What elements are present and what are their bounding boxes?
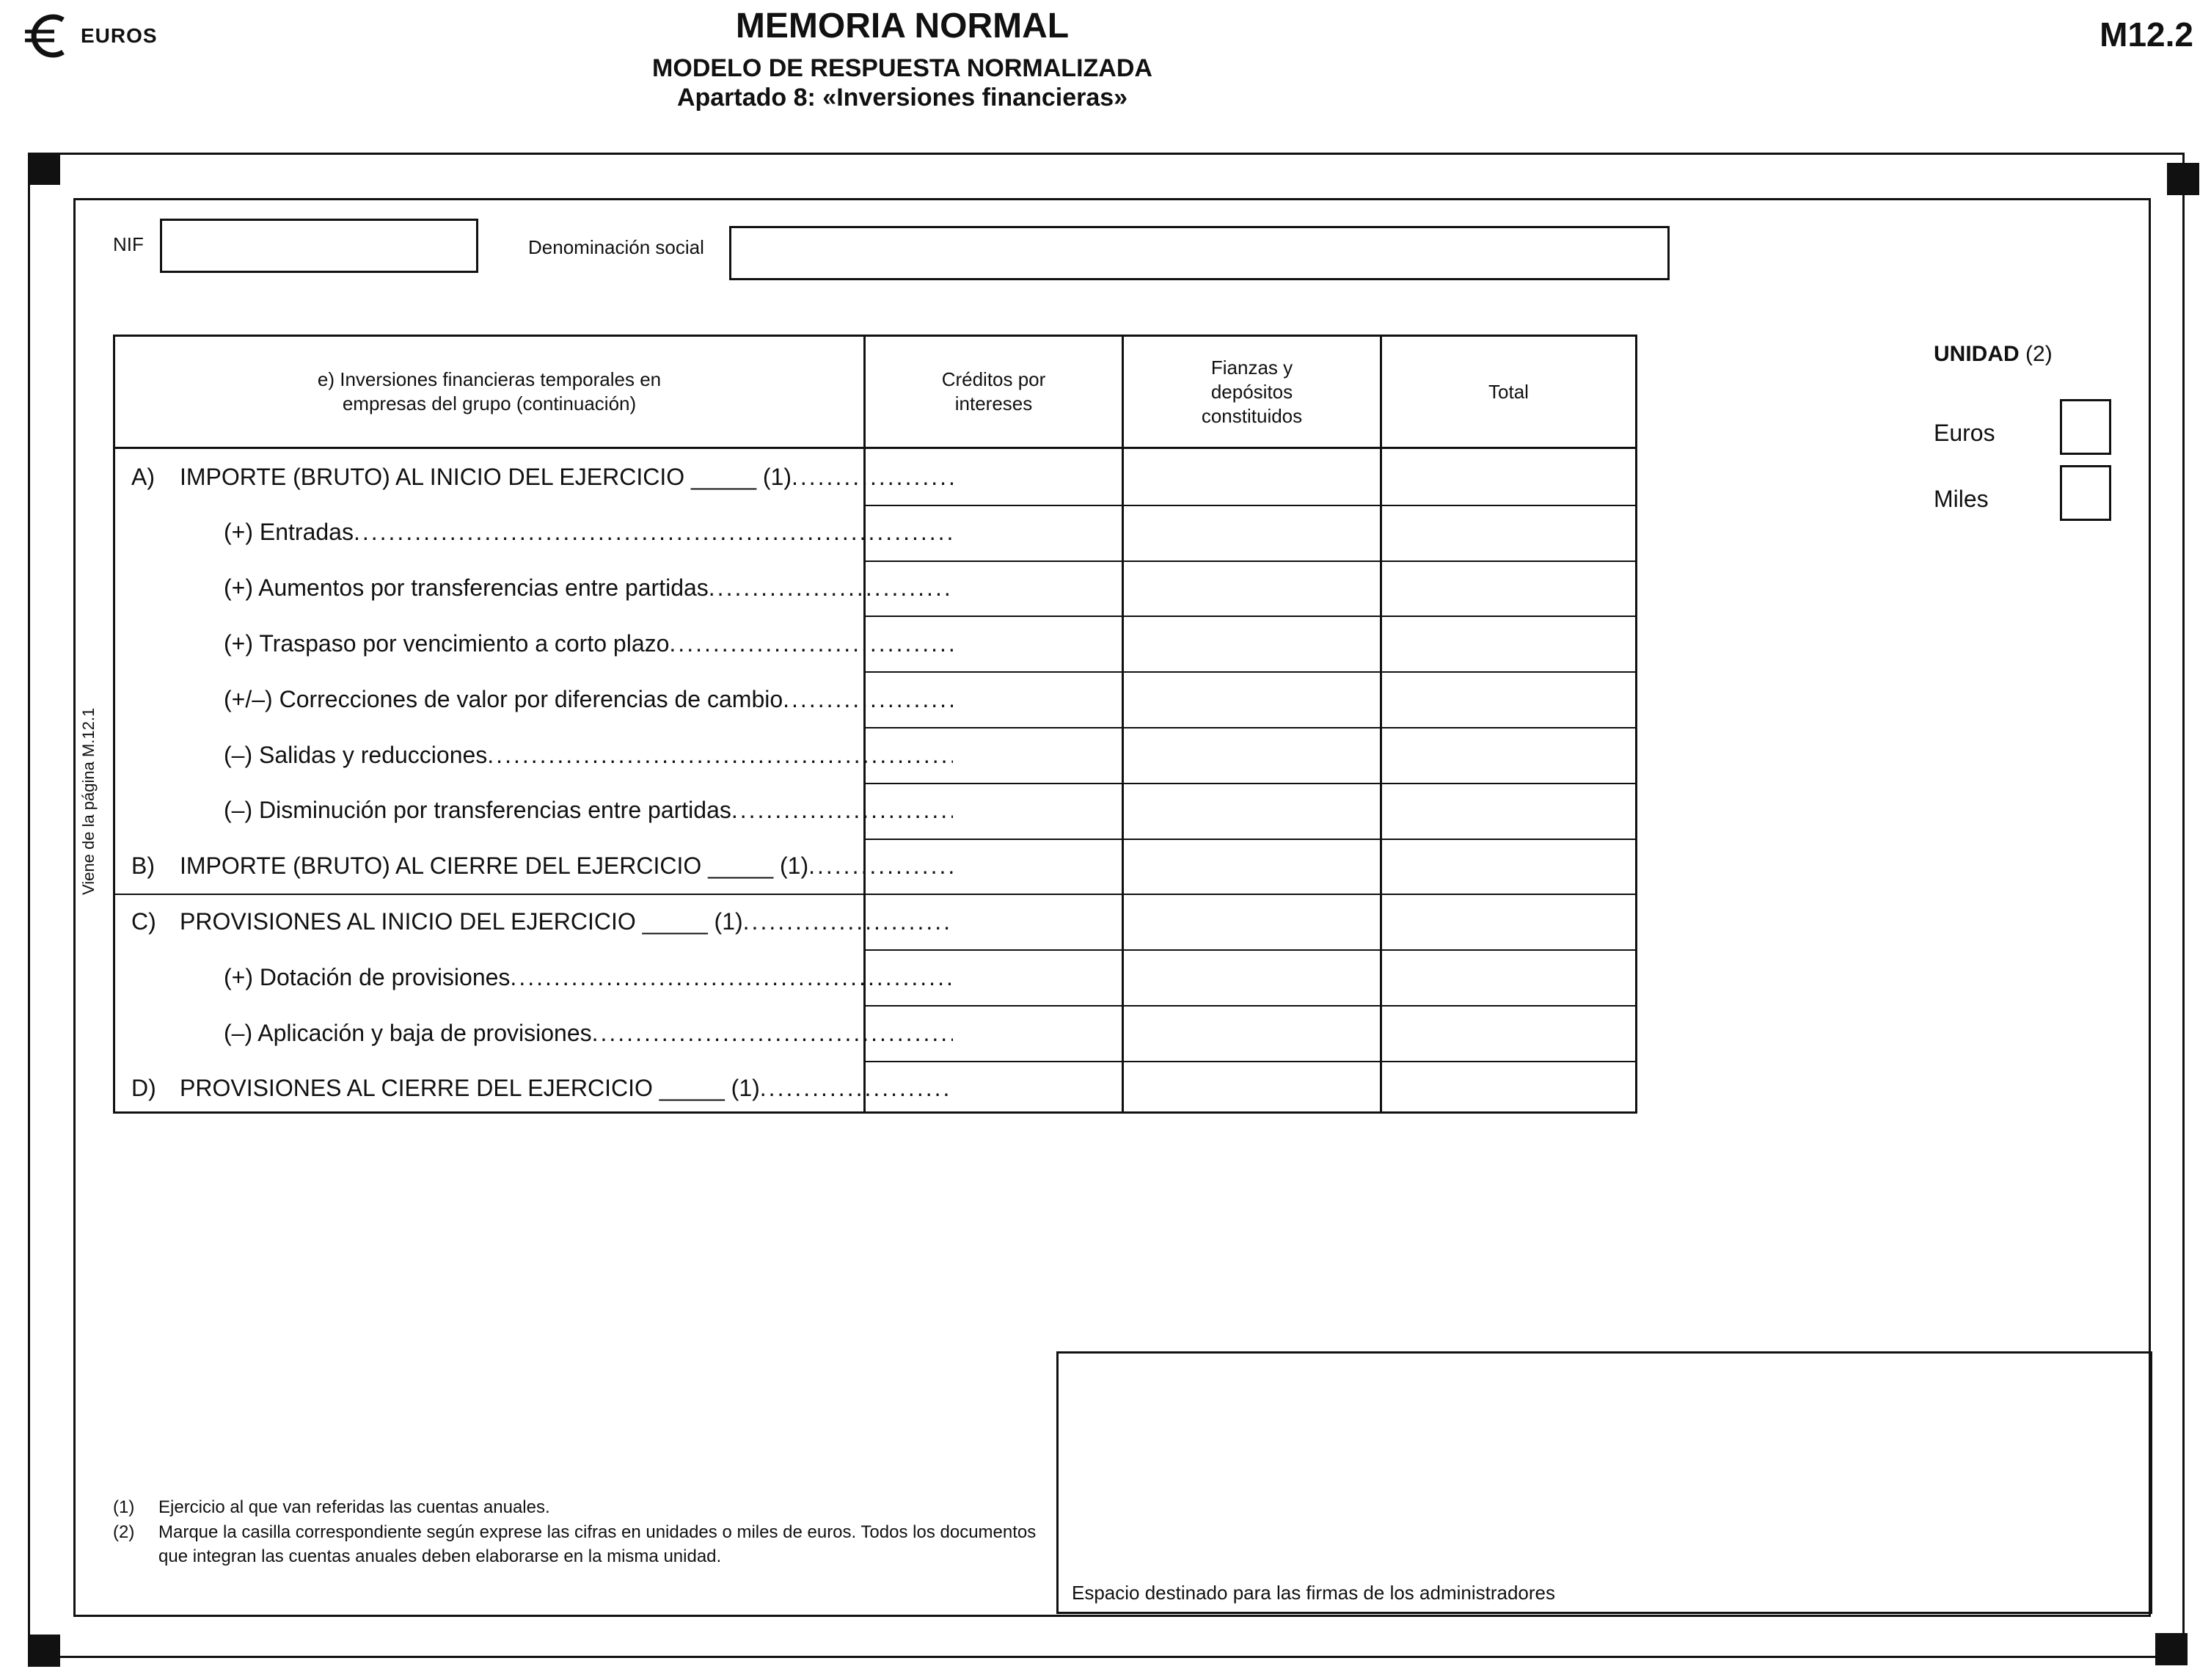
table-input-cell[interactable] (1124, 783, 1380, 839)
unit-title-text: UNIDAD (1934, 342, 2020, 366)
table-row-label (131, 949, 953, 1005)
table-input-cell[interactable] (1124, 1061, 1380, 1117)
row-label-text: IMPORTE (BRUTO) AL INICIO DEL EJERCICIO _____ (1) (180, 463, 792, 490)
unit-option-label: Euros (1934, 420, 1995, 446)
unit-title (1934, 342, 2053, 367)
registration-mark (2167, 163, 2199, 195)
table-input-cell[interactable] (866, 1005, 1122, 1061)
row-label-text: (–) Salidas y reducciones (224, 741, 488, 768)
table-input-cell[interactable] (866, 727, 1122, 783)
table-row-label (131, 449, 953, 505)
table-input-cell[interactable] (1124, 839, 1380, 894)
table-header-description: e) Inversiones financieras temporales en empresas del grupo (continuación) (317, 368, 662, 414)
company-name-label: Denominación social (528, 236, 704, 258)
table-input-cell[interactable] (1124, 616, 1380, 671)
row-prefix: B) (131, 852, 155, 880)
table-input-cell[interactable] (1124, 727, 1380, 783)
row-prefix: C) (131, 907, 156, 935)
table-input-cell[interactable] (1382, 894, 1635, 949)
table-input-cell[interactable] (1124, 505, 1380, 560)
row-label-text: (+/–) Correcciones de valor por diferencias de cambio (224, 685, 783, 712)
footnote-text: Marque la casilla correspondiente según exprese las cifras en unidades o miles de euros. Todos los documentos que integran las cuentas anuales deben elaborarse en la misma unidad. (158, 1522, 1037, 1566)
table-input-cell[interactable] (1382, 949, 1635, 1005)
column-header: Fianzas y depósitos constituidos (1201, 356, 1303, 427)
table-input-cell[interactable] (1382, 1005, 1635, 1061)
currency-label: EUROS (81, 24, 158, 47)
table-input-cell[interactable] (866, 783, 1122, 839)
row-label-text: (+) Dotación de provisiones (224, 963, 511, 990)
table-input-cell[interactable] (1124, 560, 1380, 616)
row-label-text: PROVISIONES AL CIERRE DEL EJERCICIO _____ (1) (180, 1075, 760, 1102)
row-label-text: PROVISIONES AL INICIO DEL EJERCICIO _____ (1) (180, 907, 743, 935)
table-input-cell[interactable] (1382, 671, 1635, 727)
table-input-cell[interactable] (1382, 616, 1635, 671)
table-input-cell[interactable] (866, 1061, 1122, 1117)
table-input-cell[interactable] (866, 949, 1122, 1005)
table-input-cell[interactable] (866, 560, 1122, 616)
table-input-cell[interactable] (1382, 727, 1635, 783)
column-header: Total (1488, 380, 1529, 403)
table-row-label (131, 560, 953, 616)
table-row-label (131, 1061, 953, 1117)
unit-miles-checkbox[interactable] (2060, 465, 2111, 521)
table-row-label (131, 839, 953, 894)
table-input-cell[interactable] (866, 671, 1122, 727)
leader-dots (354, 519, 953, 546)
row-prefix: D) (131, 1075, 156, 1102)
unit-euros-checkbox[interactable] (2060, 399, 2111, 455)
signature-area[interactable] (1056, 1351, 2152, 1614)
footnote-text: Ejercicio al que van referidas las cuentas anuales. (158, 1497, 550, 1517)
row-label-text: (+) Aumentos por transferencias entre partidas (224, 574, 709, 602)
table-row-label (131, 505, 953, 560)
table-input-cell[interactable] (866, 449, 1122, 505)
table-input-cell[interactable] (1382, 560, 1635, 616)
investments-table (113, 335, 1637, 1114)
footnote-mark: (1) (113, 1497, 135, 1517)
table-input-cell[interactable] (866, 616, 1122, 671)
table-input-cell[interactable] (1382, 839, 1635, 894)
registration-mark (28, 1635, 60, 1667)
table-input-cell[interactable] (866, 839, 1122, 894)
form-code: M12.2 (2099, 15, 2193, 54)
table-input-cell[interactable] (1124, 671, 1380, 727)
table-input-cell[interactable] (866, 505, 1122, 560)
footnote-mark: (2) (113, 1522, 135, 1542)
table-row-label (131, 1005, 953, 1061)
table-input-cell[interactable] (866, 894, 1122, 949)
row-label-text: (–) Aplicación y baja de provisiones (224, 1019, 592, 1046)
table-row-label (131, 671, 953, 727)
unit-option-label: Miles (1934, 486, 1989, 512)
document-title: MEMORIA NORMAL (735, 7, 1070, 45)
table-row-label (131, 616, 953, 671)
table-row-label (131, 727, 953, 783)
row-prefix: A) (131, 463, 155, 490)
table-input-cell[interactable] (1124, 1005, 1380, 1061)
row-label-text: (+) Entradas (224, 519, 354, 546)
column-header: Créditos por intereses (941, 368, 1046, 414)
table-input-cell[interactable] (1124, 894, 1380, 949)
table-input-cell[interactable] (1382, 1061, 1635, 1117)
table-row-label (131, 894, 953, 949)
document-section: Apartado 8: «Inversiones financieras» (676, 84, 1128, 112)
company-name-field[interactable] (729, 226, 1670, 280)
document-subtitle: MODELO DE RESPUESTA NORMALIZADA (652, 54, 1152, 82)
unit-title-ref: (2) (2025, 342, 2053, 366)
table-input-cell[interactable] (1124, 949, 1380, 1005)
row-label-text: (+) Traspaso por vencimiento a corto plazo (224, 629, 670, 657)
table-input-cell[interactable] (1382, 449, 1635, 505)
side-note: Viene de la página M.12.1 (79, 707, 98, 895)
table-input-cell[interactable] (1124, 449, 1380, 505)
nif-label: NIF (113, 233, 144, 255)
signature-label: Espacio destinado para las firmas de los administradores (1072, 1582, 1556, 1604)
nif-field[interactable] (160, 219, 478, 273)
registration-mark (28, 153, 60, 185)
table-input-cell[interactable] (1382, 783, 1635, 839)
row-label-text: IMPORTE (BRUTO) AL CIERRE DEL EJERCICIO _____ (1) (180, 852, 809, 880)
registration-mark (2155, 1633, 2188, 1665)
table-input-cell[interactable] (1382, 505, 1635, 560)
row-label-text: (–) Disminución por transferencias entre partidas (224, 797, 731, 824)
table-row-label (131, 783, 953, 839)
